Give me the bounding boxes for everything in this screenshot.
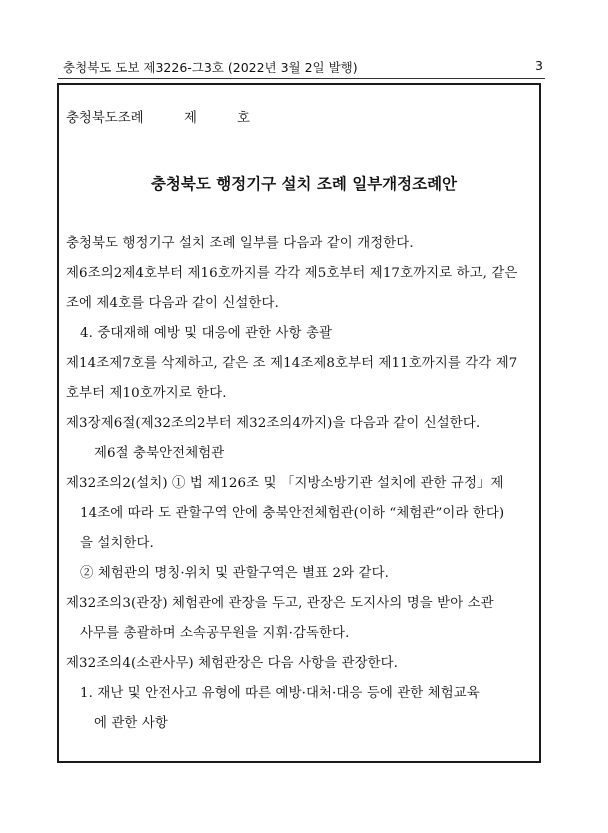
body-line-art32-2-end: 을 설치한다.: [80, 536, 154, 551]
body-line-chapter3-section6: 제3장제6절(제32조의2부터 제32조의4까지)을 다음과 같이 신설한다.: [66, 416, 481, 431]
body-line-art32-3: 제32조의3(관장) 체험관에 관장을 두고, 관장은 도지사의 명을 받아 소관: [66, 596, 494, 611]
body-line-art6-2: 제6조의2제4호부터 제16호까지를 각각 제5호부터 제17호까지로 하고, 같은: [66, 266, 518, 281]
gazette-issue-label: 충청북도 도보 제3226-그3호 (2022년 3월 2일 발행): [63, 60, 358, 75]
header-divider: [58, 78, 545, 79]
document-title: 충청북도 행정기구 설치 조례 일부개정조례안: [150, 175, 458, 193]
body-line-art32-4-item1: 1. 재난 및 안전사고 유형에 따른 예방·대처·대응 등에 관한 체험교육: [80, 686, 480, 701]
section-heading: 제6절 충북안전체험관: [94, 446, 225, 461]
ordinance-number-line: [66, 107, 250, 126]
body-line-art32-4-item1-cont: 에 관한 사항: [94, 716, 168, 731]
ordinance-number-label: 제: [184, 111, 197, 126]
body-line-art32-4: 제32조의4(소관사무) 체험관장은 다음 사항을 관장한다.: [66, 656, 399, 671]
body-line-item-4: 4. 중대재해 예방 및 대응에 관한 사항 총괄: [80, 326, 333, 341]
page-number: 3: [535, 58, 543, 73]
ordinance-ho-label: 호: [237, 111, 250, 126]
body-line-art32-2-cont: 14조에 따라 도 관할구역 안에 충북안전체험관(이하 “체험관”이라 한다): [80, 506, 505, 521]
body-line-art32-2-para2: ② 체험관의 명칭·위치 및 관할구역은 별표 2와 같다.: [80, 566, 389, 581]
body-line-art32-2: 제32조의2(설치) ① 법 제126조 및 「지방소방기관 설치에 관한 규정」제: [66, 476, 504, 491]
body-line-art14-cont: 호부터 제10호까지로 한다.: [66, 386, 227, 401]
body-line-art32-3-cont: 사무를 총괄하며 소속공무원을 지휘·감독한다.: [80, 626, 350, 641]
ordinance-prefix: 충청북도조례: [66, 111, 144, 126]
body-line-art14: 제14조제7호를 삭제하고, 같은 조 제14조제8호부터 제11호까지를 각각 제7: [66, 356, 518, 371]
body-line-amendment-intro: 충청북도 행정기구 설치 조례 일부를 다음과 같이 개정한다.: [66, 236, 414, 251]
running-header: [63, 58, 543, 80]
body-line-art6-2-cont: 조에 제4호를 다음과 같이 신설한다.: [66, 296, 279, 311]
